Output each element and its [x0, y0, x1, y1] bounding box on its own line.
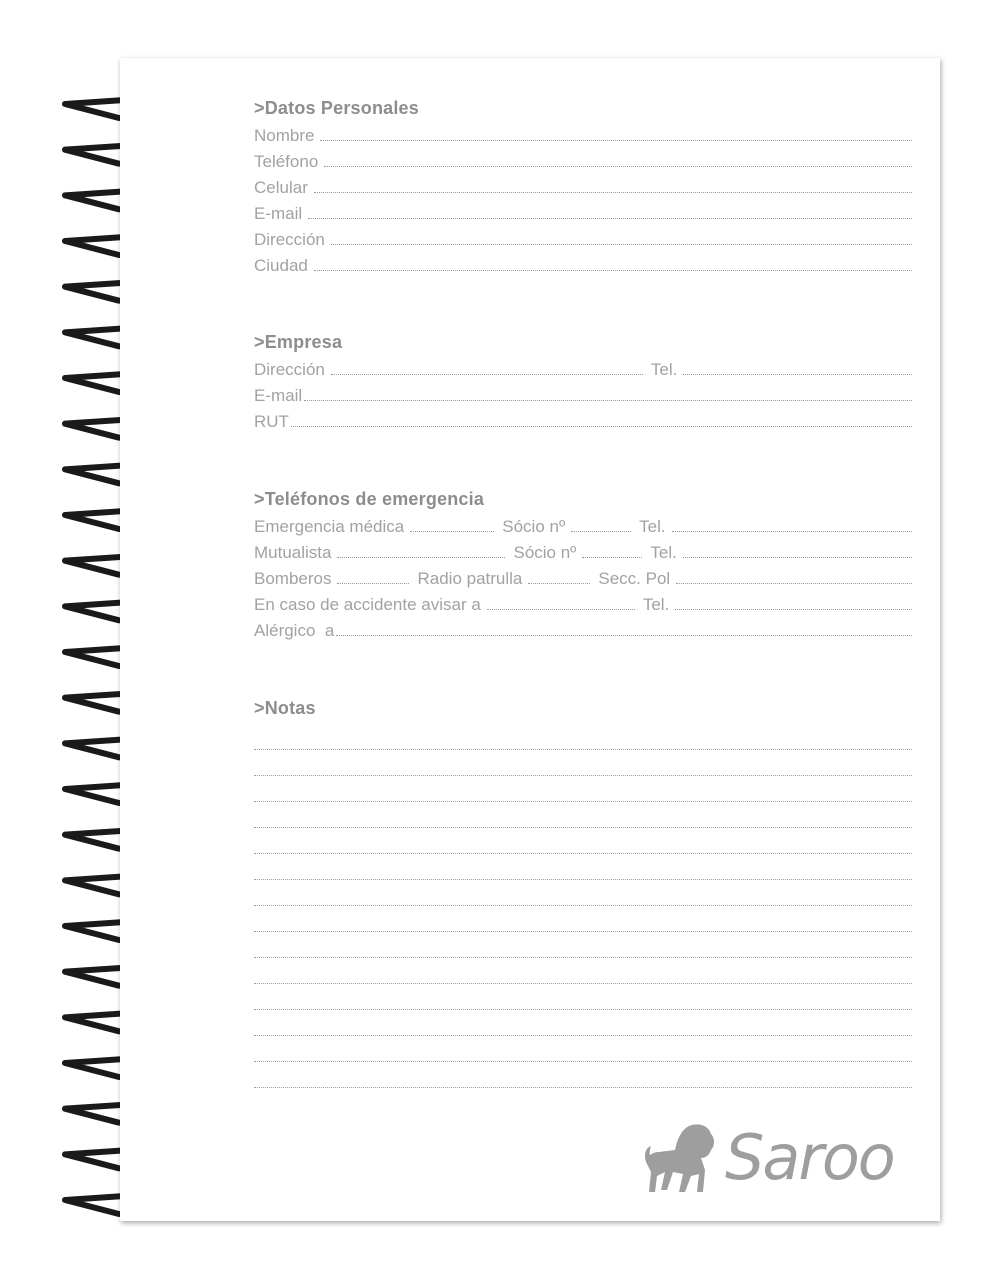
field-label: Nombre — [254, 126, 315, 145]
fill-line[interactable] — [304, 400, 912, 401]
note-line[interactable] — [254, 854, 912, 880]
field-label: Tel. — [650, 360, 678, 379]
field-row-mutualista — [254, 537, 912, 563]
field-label: Teléfono — [254, 152, 319, 171]
field-label: Mutualista — [254, 543, 332, 562]
fill-line[interactable] — [675, 609, 912, 610]
note-line[interactable] — [254, 1062, 912, 1088]
fill-line[interactable] — [337, 557, 505, 558]
field-row-email — [254, 198, 912, 224]
note-line[interactable] — [254, 958, 912, 984]
field-row-ciudad — [254, 250, 912, 276]
fill-line[interactable] — [336, 635, 912, 636]
note-line[interactable] — [254, 750, 912, 776]
notebook-page — [120, 58, 940, 1221]
field-row-accidente — [254, 589, 912, 615]
field-row-celular — [254, 172, 912, 198]
field-label: En caso de accidente avisar a — [254, 595, 481, 614]
field-row-empresa-email — [254, 380, 912, 406]
fill-line[interactable] — [683, 557, 912, 558]
lion-icon — [645, 1120, 729, 1200]
field-label: E-mail — [254, 204, 303, 223]
field-row-nombre — [254, 120, 912, 146]
brand-name: Saroo — [725, 1121, 894, 1194]
field-row-empresa-direccion — [254, 354, 912, 380]
fill-line[interactable] — [320, 140, 912, 141]
notes-lines[interactable] — [254, 724, 912, 1088]
note-line[interactable] — [254, 828, 912, 854]
field-label: Sócio nº — [502, 517, 566, 536]
fill-line[interactable] — [324, 166, 912, 167]
fill-line[interactable] — [337, 583, 409, 584]
fill-line[interactable] — [331, 244, 912, 245]
field-label: Tel. — [642, 595, 670, 614]
fill-line[interactable] — [672, 531, 912, 532]
field-row-telefono — [254, 146, 912, 172]
fill-line[interactable] — [314, 192, 912, 193]
note-line[interactable] — [254, 984, 912, 1010]
field-label: Tel. — [639, 517, 666, 536]
fill-line[interactable] — [314, 270, 912, 271]
field-label: RUT — [254, 412, 289, 431]
saroo-logo — [645, 1118, 905, 1198]
note-line[interactable] — [254, 802, 912, 828]
fill-line[interactable] — [331, 374, 643, 375]
section-title: >Datos Personales — [254, 98, 419, 118]
field-label: Sócio nº — [513, 543, 577, 562]
field-label: Bomberos — [254, 569, 332, 588]
field-label: Secc. Pol — [598, 569, 671, 588]
fill-line[interactable] — [308, 218, 912, 219]
section-datos-personales — [254, 96, 912, 276]
note-line[interactable] — [254, 932, 912, 958]
section-title: >Teléfonos de emergencia — [254, 489, 485, 509]
field-label: Tel. — [650, 543, 677, 562]
field-row-emergencia-medica — [254, 511, 912, 537]
fill-line[interactable] — [528, 583, 590, 584]
field-label: Emergencia médica — [254, 517, 405, 536]
fill-line[interactable] — [582, 557, 642, 558]
fill-line[interactable] — [291, 426, 912, 427]
note-line[interactable] — [254, 1036, 912, 1062]
field-label: Radio patrulla — [417, 569, 523, 588]
field-label: Ciudad — [254, 256, 308, 275]
note-line[interactable] — [254, 724, 912, 750]
field-label: Dirección — [254, 360, 325, 379]
field-row-rut — [254, 406, 912, 432]
form-content — [254, 96, 912, 1088]
field-row-alergico — [254, 615, 912, 641]
section-empresa — [254, 330, 912, 432]
fill-line[interactable] — [571, 531, 631, 532]
note-line[interactable] — [254, 1010, 912, 1036]
fill-line[interactable] — [410, 531, 494, 532]
field-label: Celular — [254, 178, 308, 197]
fill-line[interactable] — [683, 374, 912, 375]
field-row-direccion — [254, 224, 912, 250]
note-line[interactable] — [254, 880, 912, 906]
note-line[interactable] — [254, 906, 912, 932]
field-row-bomberos — [254, 563, 912, 589]
fill-line[interactable] — [487, 609, 635, 610]
field-label: Alérgico a — [254, 621, 335, 640]
note-line[interactable] — [254, 776, 912, 802]
section-notas — [254, 696, 912, 1088]
section-title: >Notas — [254, 698, 316, 718]
section-telefonos-emergencia — [254, 487, 912, 641]
field-label: Dirección — [254, 230, 325, 249]
section-title: >Empresa — [254, 332, 343, 352]
fill-line[interactable] — [676, 583, 912, 584]
field-label: E-mail — [254, 386, 303, 405]
